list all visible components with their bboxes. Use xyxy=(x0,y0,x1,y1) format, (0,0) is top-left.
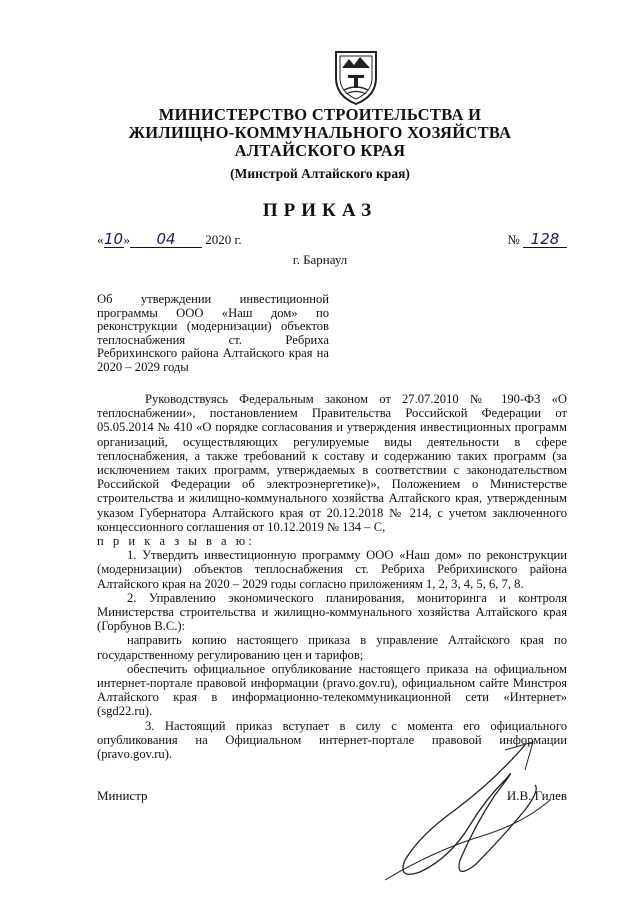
signer-position: Министр xyxy=(97,788,148,803)
item-2-publish: обеспечить официальное опубликование настоящего приказа на официальном интернет-портале правовой информации (pravo.gov.ru), официальном сайте Минстроя Алтайского края в информационно-телекоммуникационной сети «Интернет» (sgd22.ru). xyxy=(97,661,567,719)
coat-of-arms-icon xyxy=(330,48,382,106)
ministry-title-line-2: ЖИЛИЩНО-КОММУНАЛЬНОГО ХОЗЯЙСТВА xyxy=(128,123,512,142)
preamble-paragraph: Руководствуясь Федеральным законом от 27.07.2010 № 190-ФЗ «О теплоснабжении», постановлением Правительства Российской Федерации от 05.05.2014 № 410 «О порядке согласования и утверждения инвестиционных программ организаций, осуществляющих регулируемые виды деятельности в сфере теплоснабжения, а также требований к составу и содержанию таких программ (за исключением таких программ, утверждаемых в соответствии с законодательством Российской Федерации об электроэнергетике)», Положением о Министерстве строительства и жилищно-коммунального хозяйства Алтайского края, утвержденным указом Губернатора Алтайского края от 20.12.2018 № 214, с учетом заключенного концессионного соглашения от 10.12.2019 № 134 – С, xyxy=(97,392,567,534)
signer-name: И.В. Гилев xyxy=(506,788,567,803)
item-3: 3. Настоящий приказ вступает в силу с момента его официального опубликования на Официальном интернет-портале правовой информации (pravo.gov.ru). xyxy=(97,718,567,762)
document-type: ПРИКАЗ xyxy=(262,200,378,221)
date-year: 2020 г. xyxy=(205,232,242,247)
ministry-title-line-1: МИНИСТЕРСТВО СТРОИТЕЛЬСТВА И xyxy=(158,105,482,124)
date-month: 04 xyxy=(130,232,202,248)
order-body xyxy=(97,392,567,761)
date-close-quote: » xyxy=(123,232,130,247)
date-day: 10 xyxy=(103,230,124,248)
item-1: 1. Утвердить инвестиционную программу ООО «Наш дом» по реконструкции (модернизации) объектов теплоснабжения ст. Ребриха Ребрихинского района Алтайского края на 2020 – 2029 годы согласно приложениям 1, 2, 3, 4, 5, 6, 7, 8. xyxy=(97,548,567,591)
order-word: п р и к а з ы в а ю: xyxy=(97,534,255,549)
item-2: 2. Управлению экономического планирования, мониторинга и контроля Министерства строительства и жилищно-коммунального хозяйства Алтайского края (Горбунов В.С.): xyxy=(97,590,567,634)
order-number-prefix: № xyxy=(507,232,520,247)
ministry-title xyxy=(80,106,560,160)
order-subject: Об утверждении инвестиционной программы ООО «Наш дом» по реконструкции (модернизации) объектов теплоснабжения ст. Ребриха Ребрихинского района Алтайского края на 2020 – 2029 годы xyxy=(97,292,329,374)
order-number-value: 128 xyxy=(523,232,567,248)
order-date xyxy=(97,232,242,248)
ministry-short-name: (Минстрой Алтайского края) xyxy=(230,166,410,181)
date-number-line xyxy=(97,232,567,254)
order-number xyxy=(507,232,567,248)
handwritten-signature xyxy=(375,740,565,890)
ministry-title-line-3: АЛТАЙСКОГО КРАЯ xyxy=(234,141,406,160)
city: г. Барнаул xyxy=(292,252,348,267)
item-2-direct: направить копию настоящего приказа в управление Алтайского края по государственному регулированию цен и тарифов; xyxy=(97,633,567,662)
date-open-quote: « xyxy=(97,232,104,247)
